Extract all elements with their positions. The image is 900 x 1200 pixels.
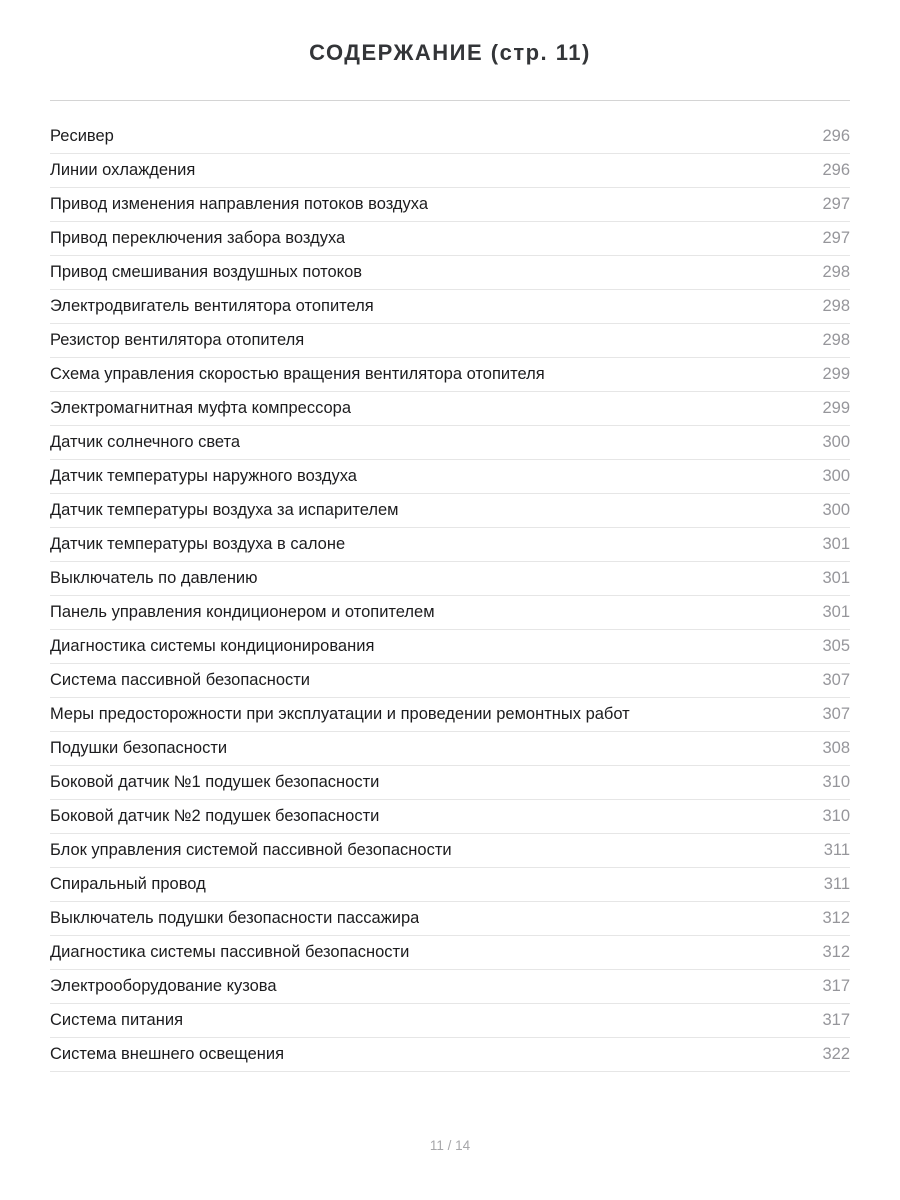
- toc-entry-label: Электрооборудование кузова: [50, 977, 277, 995]
- toc-entry-label: Датчик температуры воздуха в салоне: [50, 535, 346, 553]
- toc-entry-label: Электромагнитная муфта компрессора: [50, 399, 352, 417]
- toc-row: [50, 800, 850, 834]
- toc-entry-label: Выключатель подушки безопасности пассажира: [50, 909, 420, 927]
- toc-row: [50, 1038, 850, 1072]
- toc-entry-label: Панель управления кондиционером и отопителем: [50, 603, 435, 621]
- toc-entry-label: Линии охлаждения: [50, 161, 196, 179]
- toc-entry-page: 297: [822, 229, 850, 247]
- toc-entry-label: Ресивер: [50, 127, 114, 145]
- toc-entry-page: 311: [823, 875, 850, 893]
- toc-entry-label: Система внешнего освещения: [50, 1045, 285, 1063]
- toc-row: [50, 188, 850, 222]
- toc-entry-page: 310: [822, 773, 850, 791]
- toc-entry-label: Датчик температуры воздуха за испарителем: [50, 501, 399, 519]
- toc-row: [50, 392, 850, 426]
- toc-row: [50, 324, 850, 358]
- toc-row: [50, 562, 850, 596]
- toc-entry-label: Система питания: [50, 1011, 183, 1029]
- toc-entry-page: 301: [822, 569, 850, 587]
- toc-entry-page: 300: [822, 433, 850, 451]
- toc-entry-page: 298: [822, 263, 850, 281]
- toc-row: [50, 834, 850, 868]
- toc-entry-label: Боковой датчик №1 подушек безопасности: [50, 773, 380, 791]
- toc-row: [50, 358, 850, 392]
- toc-entry-label: Система пассивной безопасности: [50, 671, 311, 689]
- toc-entry-page: 301: [822, 535, 850, 553]
- toc-row: [50, 528, 850, 562]
- toc-entry-label: Спиральный провод: [50, 875, 206, 893]
- toc-row: [50, 902, 850, 936]
- toc-row: [50, 596, 850, 630]
- toc-row: [50, 868, 850, 902]
- toc-row: [50, 426, 850, 460]
- toc-entry-page: 298: [822, 331, 850, 349]
- toc-row: [50, 222, 850, 256]
- toc-row: [50, 630, 850, 664]
- toc-row: [50, 732, 850, 766]
- toc-entry-label: Боковой датчик №2 подушек безопасности: [50, 807, 380, 825]
- toc-entry-page: 299: [822, 365, 850, 383]
- toc-entry-page: 317: [822, 1011, 850, 1029]
- toc-entry-label: Схема управления скоростью вращения вентилятора отопителя: [50, 365, 545, 383]
- toc-row: [50, 766, 850, 800]
- toc-entry-label: Блок управления системой пассивной безопасности: [50, 841, 452, 859]
- toc-entry-page: 305: [822, 637, 850, 655]
- toc-entry-page: 308: [822, 739, 850, 757]
- toc-entry-page: 300: [822, 501, 850, 519]
- toc-entry-page: 296: [822, 161, 850, 179]
- toc-entry-page: 312: [822, 943, 850, 961]
- toc-row: [50, 120, 850, 154]
- toc-entry-page: 322: [822, 1045, 850, 1063]
- toc-entry-page: 317: [822, 977, 850, 995]
- toc-entry-label: Диагностика системы пассивной безопасности: [50, 943, 410, 961]
- toc-entry-page: 297: [822, 195, 850, 213]
- toc-row: [50, 256, 850, 290]
- toc-entry-page: 312: [822, 909, 850, 927]
- toc-row: [50, 664, 850, 698]
- toc-entry-page: 311: [823, 841, 850, 859]
- toc-entry-label: Датчик температуры наружного воздуха: [50, 467, 357, 485]
- toc-row: [50, 936, 850, 970]
- toc-row: [50, 1004, 850, 1038]
- toc-entry-page: 298: [822, 297, 850, 315]
- toc-entry-label: Меры предосторожности при эксплуатации и проведении ремонтных работ: [50, 705, 630, 723]
- toc-entry-page: 296: [822, 127, 850, 145]
- toc-entry-label: Диагностика системы кондиционирования: [50, 637, 375, 655]
- toc-row: [50, 154, 850, 188]
- toc-row: [50, 494, 850, 528]
- toc-entry-label: Подушки безопасности: [50, 739, 228, 757]
- toc-row: [50, 698, 850, 732]
- toc-entry-page: 301: [822, 603, 850, 621]
- toc-row: [50, 460, 850, 494]
- toc-row: [50, 290, 850, 324]
- toc-entry-label: Выключатель по давлению: [50, 569, 258, 587]
- page-title: СОДЕРЖАНИЕ (стр. 11): [309, 40, 591, 65]
- toc-row: [50, 970, 850, 1004]
- toc-entry-label: Привод смешивания воздушных потоков: [50, 263, 363, 281]
- toc-entry-page: 310: [822, 807, 850, 825]
- toc-entry-page: 300: [822, 467, 850, 485]
- toc-entry-label: Резистор вентилятора отопителя: [50, 331, 305, 349]
- pagination-indicator: 11 / 14: [429, 1138, 471, 1153]
- title-divider: [50, 100, 850, 101]
- toc-entry-label: Привод переключения забора воздуха: [50, 229, 346, 247]
- toc-entry-label: Электродвигатель вентилятора отопителя: [50, 297, 374, 315]
- toc-entry-page: 307: [822, 671, 850, 689]
- toc-entry-label: Привод изменения направления потоков воздуха: [50, 195, 429, 213]
- toc-entry-label: Датчик солнечного света: [50, 433, 241, 451]
- toc-entry-page: 299: [822, 399, 850, 417]
- toc-entry-page: 307: [822, 705, 850, 723]
- toc-list: [50, 120, 850, 1072]
